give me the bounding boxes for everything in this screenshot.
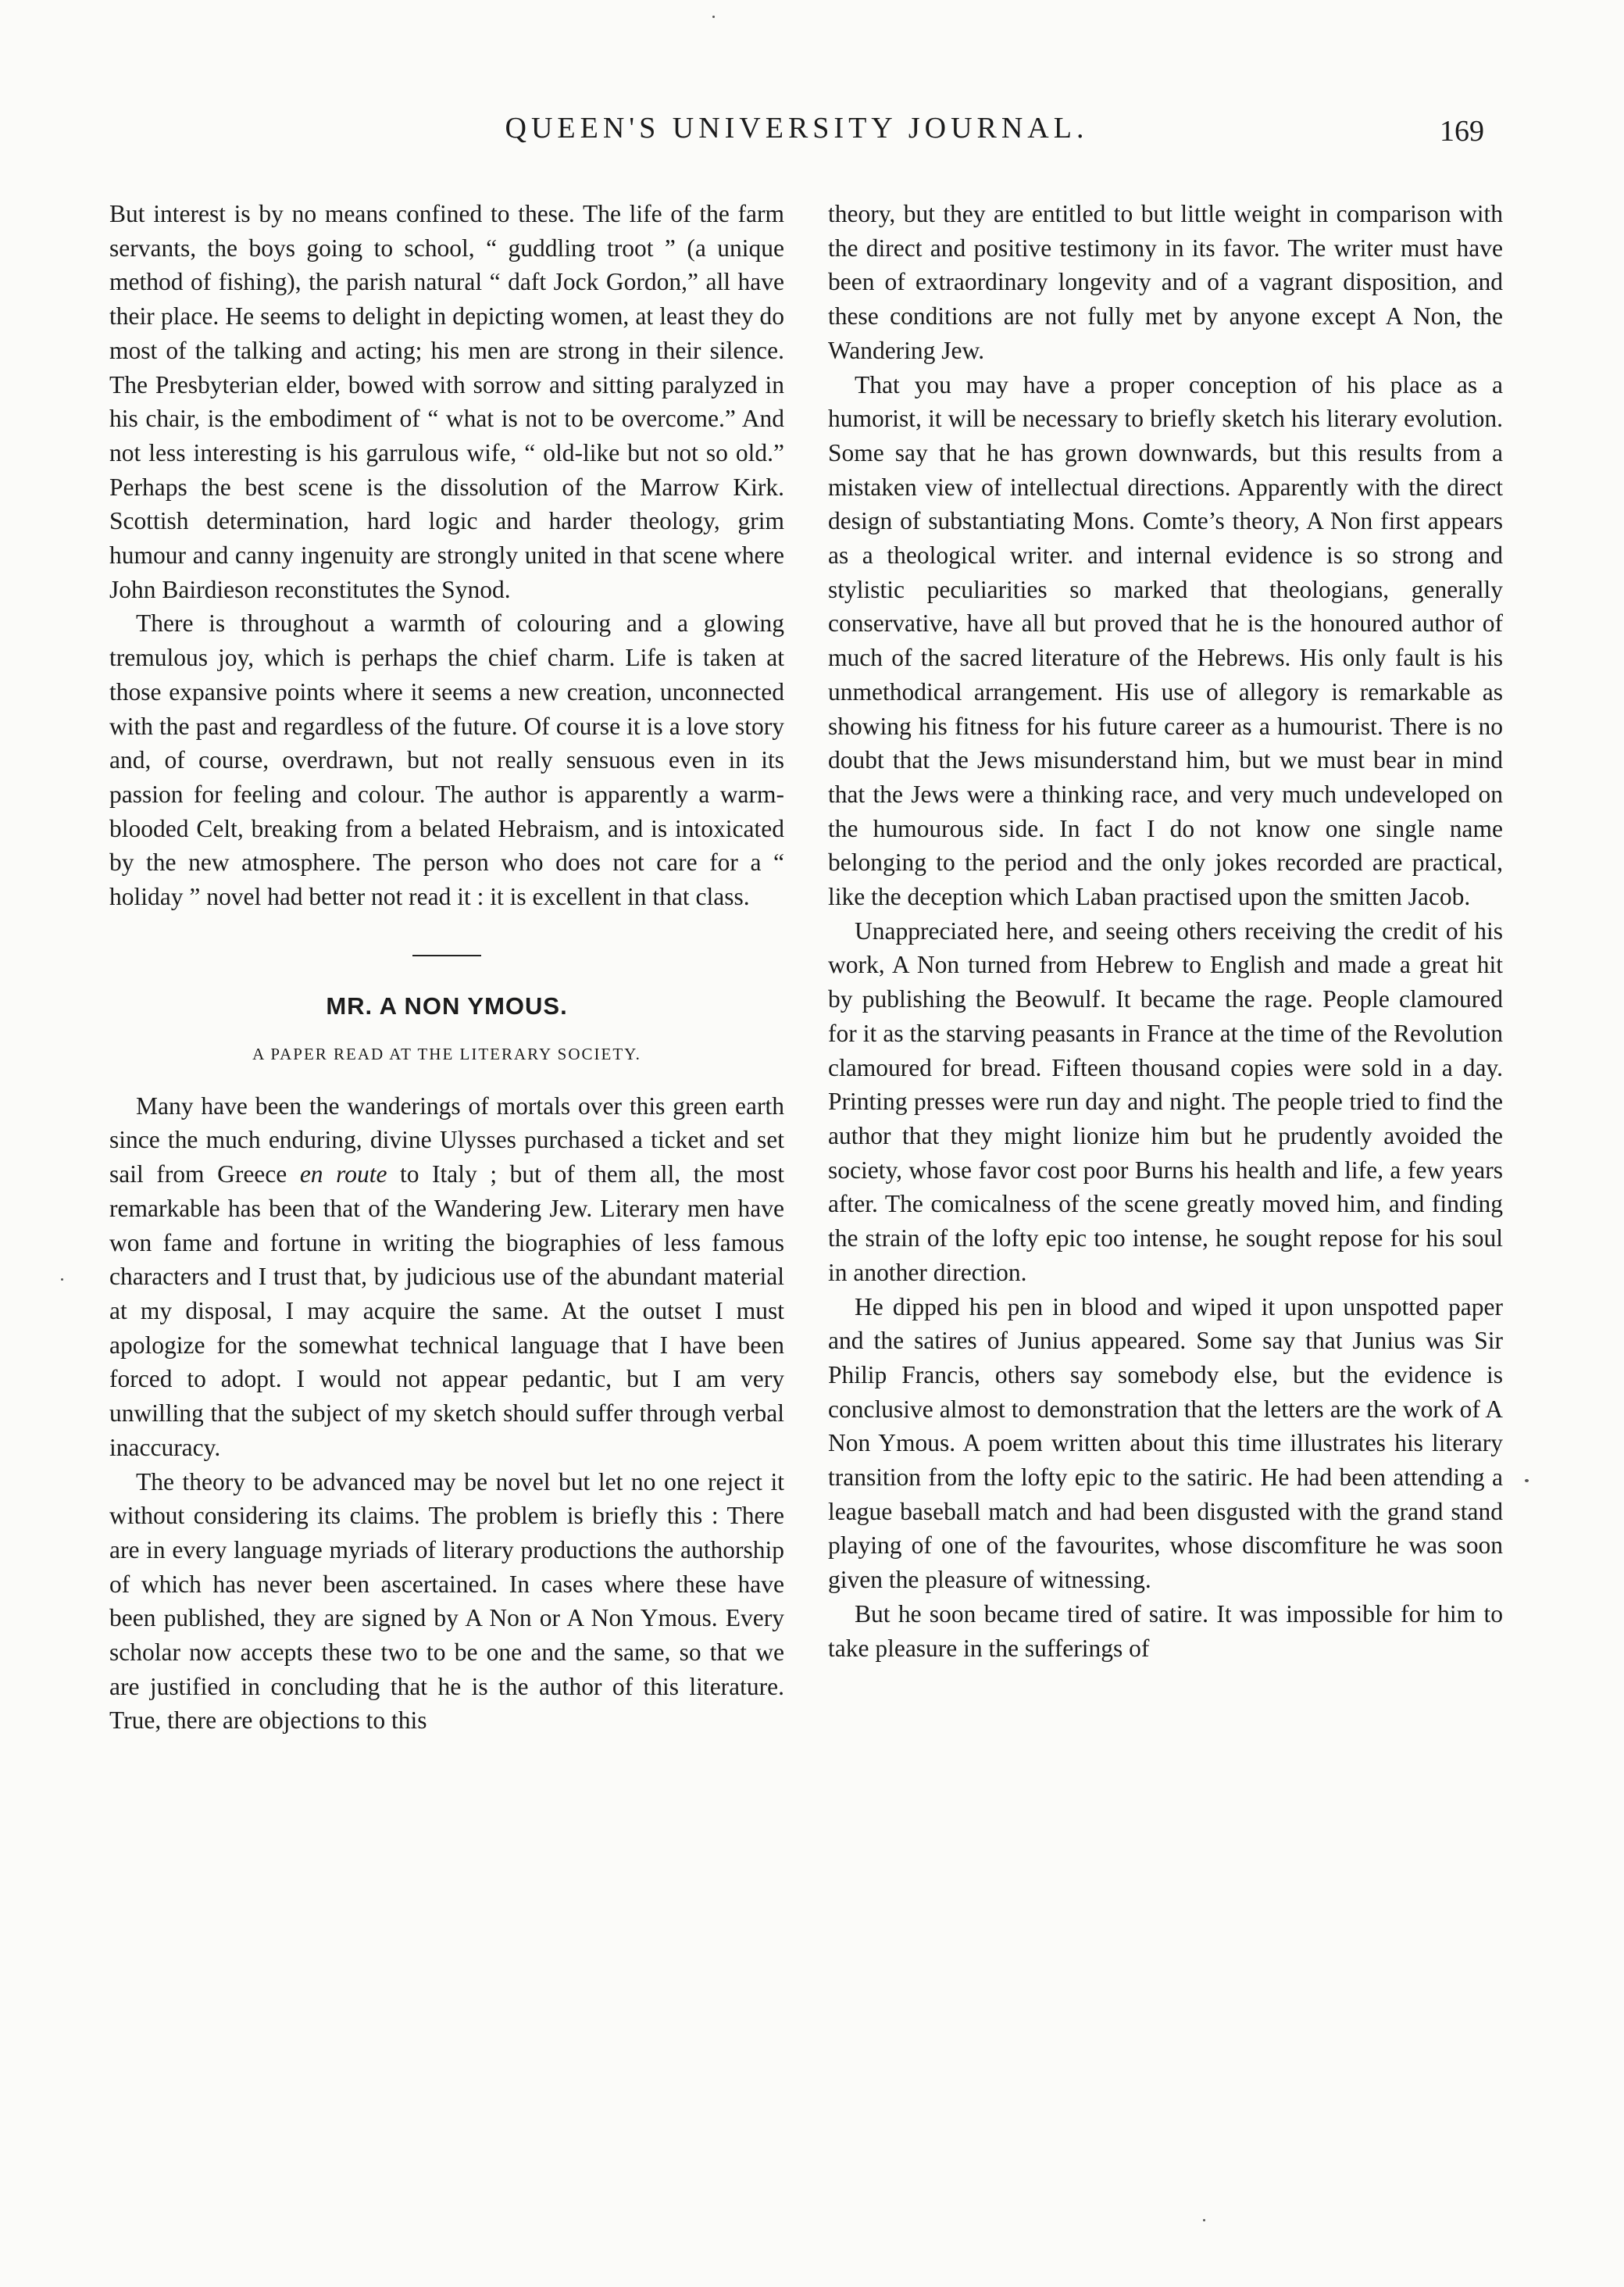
paragraph: Unappreciated here, and seeing others receiving the credit of his work, A Non turned from Hebrew to English and made a great hit by publishing the Beowulf. It became the rage. People clamoured for it as the starving peasants in France at the time of the Revolution clamoured for bread. Fifteen thousand copies were sold in a day. Printing presses were run day and night. The people tried to find the author that they might lionize him but he prudently avoided the society, whose favor cost poor Burns his health and life, a few years after. The comicalness of the scene greatly moved him, and finding the strain of the lofty epic too intense, he sought repose for his soul in another direction.: [828, 917, 1503, 1286]
paragraph: He dipped his pen in blood and wiped it upon unspotted paper and the satires of Junius appeared. Some say that Junius was Sir Philip Francis, others say somebody else, but the evidence is conclusive almost to demonstration that the letters are the work of A Non Ymous. A poem written about this time illustrates his literary transition from the lofty epic to the satiric. He had been attending a league baseball match and had been disgusted with the grand stand playing of one of the favourites, whose discomfiture he was soon given the pleasure of witnessing.: [828, 1292, 1503, 1594]
section-divider: [412, 955, 481, 956]
paragraph-text: Many have been the wanderings of mortals over this green earth since the much enduring, divine Ulysses purchased a ticket and set sail from Greece: [109, 1092, 784, 1188]
paragraph: The theory to be advanced may be novel but let no one reject it without considering its claims. The problem is briefly this : There are in every language myriads of literary productions the authorship of which has never been ascertained. In cases where these have been published, they are signed by A Non or A Non Ymous. Every scholar now accepts these two to be one and the same, so that we are justified in concluding that he is the author of this literature. True, there are objections to this: [109, 1467, 784, 1735]
article-title: MR. A NON YMOUS.: [326, 992, 568, 1020]
paragraph-text: to Italy ; but of them all, the most remarkable has been that of the Wandering Jew. Literary men have won fame and fortune in writing the biographies of less famous characters and I trust that, by judicious use of the abundant material at my disposal, I may acquire the same. At the outset I must apologize for the somewhat technical language that I have been forced to adopt. I would not appear pedantic, but I am very unwilling that the subject of my sketch should suffer through verbal inaccuracy.: [109, 1160, 785, 1461]
paragraph: But interest is by no means confined to these. The life of the farm servants, the boys going to school, “ guddling troot ” (a unique method of fishing), the parish natural “ daft Jock Gordon,” all have their place. He seems to delight in depicting women, at least they do most of the talking and acting; his men are strong in their silence. The Presbyterian elder, bowed with sorrow and sitting paralyzed in his chair, is the embodiment of “ what is not to be overcome.” And not less interesting is his garrulous wife, “ old-like but not so old.” Perhaps the best scene is the dissolution of the Marrow Kirk. Scottish determination, hard logic and harder theology, grim humour and canny ingenuity are strongly united in that scene where John Bairdieson reconstitutes the Synod.: [109, 200, 784, 603]
paragraph: [109, 1089, 784, 1465]
scan-speck: [61, 1278, 63, 1281]
article-subtitle: A PAPER READ AT THE LITERARY SOCIETY.: [252, 1044, 641, 1063]
scan-speck: [1525, 1479, 1529, 1482]
scan-speck: [1203, 2219, 1205, 2221]
running-head: QUEEN'S UNIVERSITY JOURNAL.: [505, 112, 1089, 145]
right-column: [828, 197, 1503, 1665]
paragraph: theory, but they are entitled to but little weight in comparison with the direct and positive testimony in its favor. The writer must have been of extraordinary longevity and of a vagrant disposition, and these conditions are not fully met by anyone except A Non, the Wandering Jew.: [828, 200, 1503, 364]
italic-phrase: en route: [299, 1160, 387, 1188]
page-number: 169: [1440, 115, 1484, 148]
page-header: [109, 111, 1484, 150]
left-column: [109, 197, 784, 1738]
scan-speck: [712, 16, 715, 18]
paragraph: There is throughout a warmth of colouring and a glowing tremulous joy, which is perhaps the chief charm. Life is taken at those expansive points where it seems a new creation, unconnected with the past and regardless of the future. Of course it is a love story and, of course, overdrawn, but not really sensuous even in its passion for feeling and colour. The author is apparently a warm-blooded Celt, breaking from a belated Hebraism, and is intoxicated by the new atmosphere. The person who does not care for a “ holiday ” novel had better not read it : it is excellent in that class.: [109, 609, 784, 911]
paragraph: But he soon became tired of satire. It was impossible for him to take pleasure in the sufferings of: [828, 1599, 1503, 1662]
paragraph: That you may have a proper conception of his place as a humorist, it will be necessary to briefly sketch his literary evolution. Some say that he has grown downwards, but this results from a mistaken view of intellectual directions. Apparently with the direct design of substantiating Mons. Comte’s theory, A Non first appears as a theological writer. and internal evidence is so strong and stylistic peculiarities so marked that theologians, generally conservative, have all but proved that he is the honoured author of much of the sacred literature of the Hebrews. His only fault is his unmethodical arrangement. His use of allegory is remarkable as showing his fitness for his future career as a humourist. There is no doubt that the Jews misunderstand him, but we must bear in mind that the Jews were a thinking race, and very much undeveloped on the humourous side. In fact I do not know one single name belonging to the period and the only jokes recorded are practical, like the deception which Laban practised upon the smitten Jacob.: [828, 370, 1503, 911]
